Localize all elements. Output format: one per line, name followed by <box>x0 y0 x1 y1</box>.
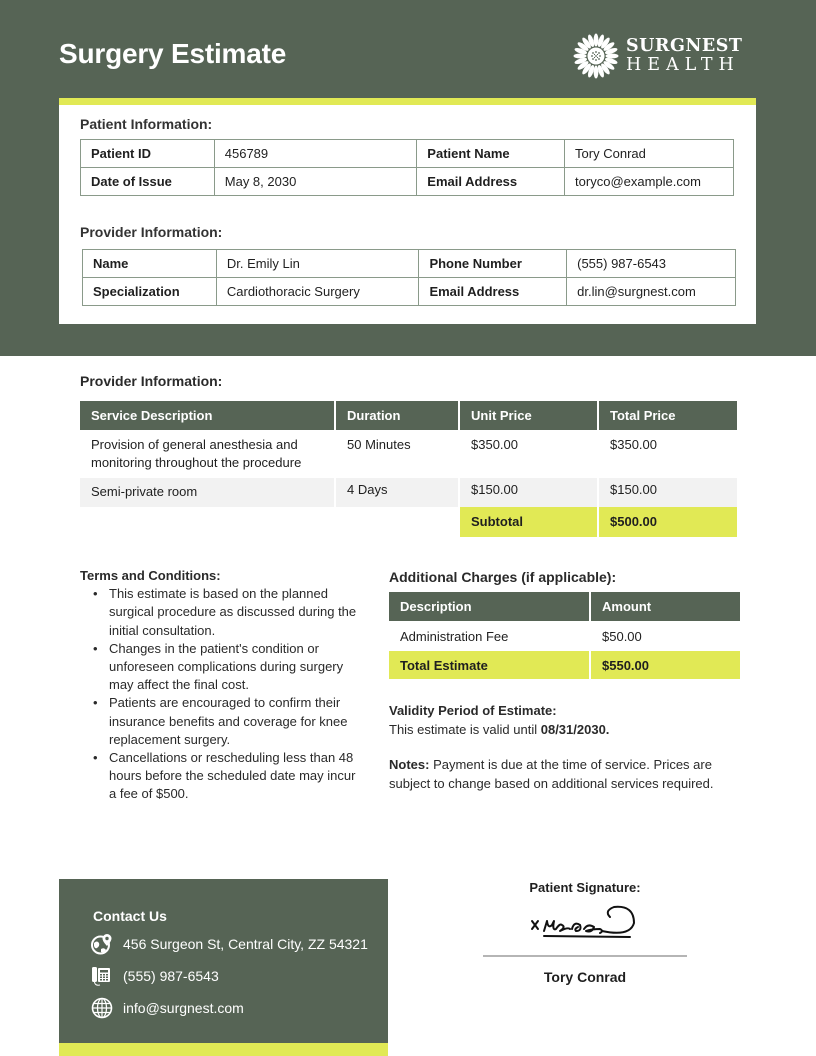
patient-name-label: Patient Name <box>417 140 565 168</box>
contact-email <box>91 997 244 1019</box>
terms-section <box>80 567 360 804</box>
validity-heading: Validity Period of Estimate: <box>389 703 557 718</box>
table-row <box>81 140 734 168</box>
notes-text: Payment is due at the time of service. Prices are subject to change based on additional services required. <box>389 757 714 791</box>
specialization-value: Cardiothoracic Surgery <box>216 278 419 306</box>
column-header: Service Description <box>80 401 335 430</box>
signature-line <box>483 955 687 957</box>
table-row <box>389 621 740 651</box>
info-card <box>59 98 756 324</box>
patient-info-heading: Patient Information: <box>80 116 213 132</box>
accent-bar <box>59 1043 388 1056</box>
patient-name-value: Tory Conrad <box>565 140 734 168</box>
total-estimate-row <box>389 651 740 679</box>
description-line: Provision of general anesthesia and <box>91 437 298 452</box>
column-header: Description <box>389 592 590 621</box>
logo-wordmark-top: SURGNEST <box>626 35 743 56</box>
column-header: Amount <box>590 592 740 621</box>
charge-amount: $50.00 <box>602 628 642 644</box>
page-title: Surgery Estimate <box>59 38 287 69</box>
list-item: • Cancellations or rescheduling less than 48 hours before the scheduled date may incur a fee of $500. <box>109 749 360 804</box>
total-estimate-value: $550.00 <box>590 651 740 679</box>
additional-charges-heading: Additional Charges (if applicable): <box>389 569 617 585</box>
signer-name: Tory Conrad <box>543 969 627 985</box>
column-header: Duration <box>335 401 459 430</box>
total-estimate-label: Total Estimate <box>389 651 590 679</box>
table-row <box>81 168 734 196</box>
service-duration: 50 Minutes <box>335 430 459 478</box>
table-row <box>83 278 736 306</box>
service-unit-price: $350.00 <box>459 430 598 478</box>
date-of-issue-value: May 8, 2030 <box>214 168 417 196</box>
validity-sentence: This estimate is valid until <box>389 721 541 737</box>
description-line: monitoring throughout the procedure <box>91 455 302 470</box>
service-description <box>80 430 335 478</box>
table-header-row <box>389 592 740 621</box>
contact-phone-text: (555) 987-6543 <box>123 968 219 984</box>
provider-info-heading: Provider Information: <box>80 224 223 240</box>
sunflower-icon <box>572 32 620 80</box>
patient-email-value: toryco@example.com <box>565 168 734 196</box>
globe-location-icon <box>91 933 113 955</box>
terms-list <box>80 585 360 803</box>
list-item: • Changes in the patient's condition or unforeseen complications during surgery may affect the final cost. <box>109 640 360 695</box>
notes-label: Notes: <box>389 757 430 772</box>
subtotal-value: $500.00 <box>598 507 737 537</box>
contact-panel <box>59 879 388 1056</box>
contact-address <box>91 933 368 955</box>
table-row <box>80 430 737 478</box>
provider-info-table <box>82 249 736 306</box>
signature-label: Patient Signature: <box>529 880 641 895</box>
contact-email-text: info@surgnest.com <box>123 1000 244 1016</box>
handwritten-signature <box>530 901 640 943</box>
description-line: Semi-private room <box>91 484 198 499</box>
service-unit-price: $150.00 <box>459 478 598 507</box>
brand-logo <box>572 32 742 80</box>
validity-date: 08/31/2030. <box>540 721 610 737</box>
charge-description: Administration Fee <box>389 621 590 651</box>
column-header: Unit Price <box>459 401 598 430</box>
service-total-price: $350.00 <box>610 437 657 452</box>
list-item: • Patients are encouraged to confirm their insurance benefits and coverage for knee replacement surgery. <box>109 694 360 749</box>
column-header: Total Price <box>598 401 737 430</box>
provider-phone-value: (555) 987-6543 <box>567 250 736 278</box>
signature-block <box>483 880 687 985</box>
globe-icon <box>91 997 113 1019</box>
table-row <box>83 250 736 278</box>
patient-email-label: Email Address <box>417 168 565 196</box>
subtotal-row <box>80 507 737 537</box>
terms-heading: Terms and Conditions: <box>80 568 221 583</box>
provider-phone-label: Phone Number <box>419 250 567 278</box>
services-table <box>80 401 737 537</box>
patient-id-value: 456789 <box>214 140 417 168</box>
table-header-row <box>80 401 737 430</box>
services-heading: Provider Information: <box>80 373 223 389</box>
provider-email-value: dr.lin@surgnest.com <box>567 278 736 306</box>
telephone-icon <box>91 965 113 987</box>
logo-wordmark-bottom: HEALTH <box>626 55 740 75</box>
patient-info-table <box>80 139 734 196</box>
service-duration: 4 Days <box>335 478 459 507</box>
provider-name-label: Name <box>83 250 217 278</box>
patient-id-label: Patient ID <box>81 140 215 168</box>
contact-address-text: 456 Surgeon St, Central City, ZZ 54321 <box>123 936 368 952</box>
validity-section <box>389 702 749 739</box>
provider-email-label: Email Address <box>419 278 567 306</box>
subtotal-label: Subtotal <box>459 507 598 537</box>
list-item: • This estimate is based on the planned surgical procedure as discussed during the initial consultation. <box>109 585 360 640</box>
service-total-price: $150.00 <box>598 478 737 507</box>
service-description <box>80 478 335 507</box>
contact-heading: Contact Us <box>93 908 167 924</box>
provider-name-value: Dr. Emily Lin <box>216 250 419 278</box>
notes-section <box>389 756 749 793</box>
validity-text <box>389 721 749 740</box>
additional-charges-table <box>389 592 740 679</box>
specialization-label: Specialization <box>83 278 217 306</box>
table-row <box>80 478 737 507</box>
contact-phone <box>91 965 219 987</box>
date-of-issue-label: Date of Issue <box>81 168 215 196</box>
